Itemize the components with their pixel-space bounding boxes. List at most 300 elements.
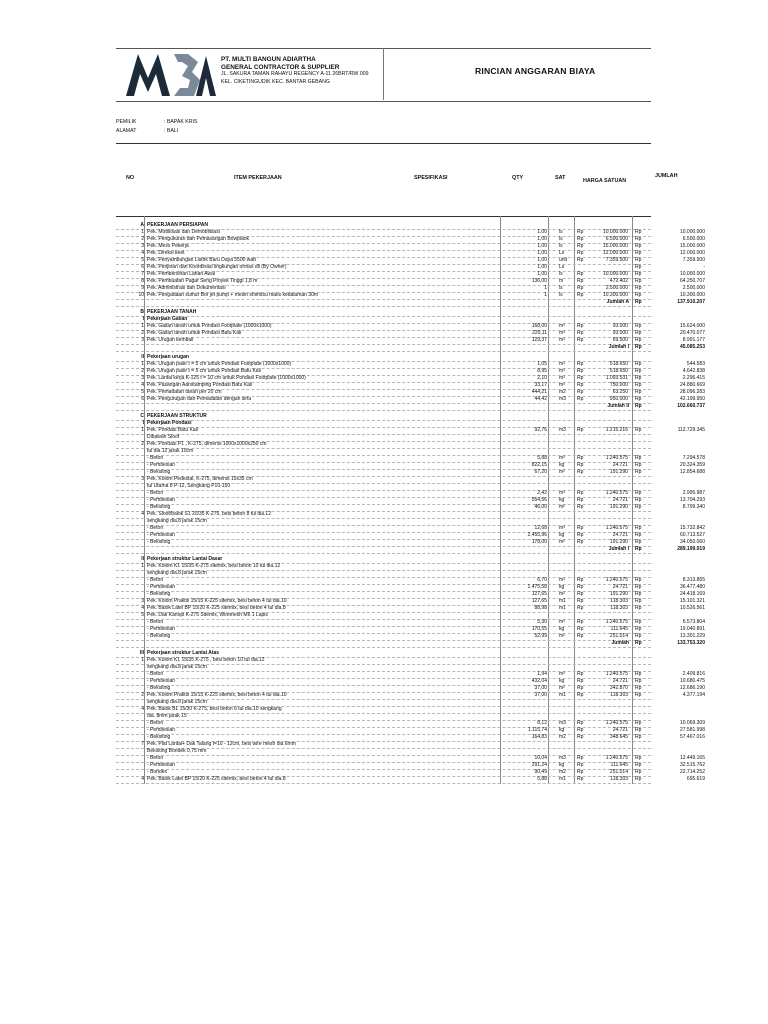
unit: m2 — [559, 734, 566, 740]
line-total: - — [703, 264, 705, 270]
unit-price: 518.650 — [609, 361, 628, 367]
unit-price: 1.240.575 — [605, 577, 628, 583]
row-number: 1 — [141, 323, 144, 329]
item-description: - Pembesian — [147, 584, 176, 590]
item-description: Pek. Direksi keet — [147, 250, 185, 256]
item-description: Bekisting Bondek 0,75 mm — [147, 748, 207, 754]
unit: m² — [559, 539, 565, 545]
currency-label: Rp — [635, 344, 642, 350]
unit-price: 1.240.575 — [605, 720, 628, 726]
currency-label: Rp — [635, 361, 642, 367]
quantity: 1,00 — [537, 250, 547, 256]
row-number: 2 — [141, 441, 144, 447]
document-title: RINCIAN ANGGARAN BIAYA — [475, 66, 596, 76]
currency-label: Rp — [635, 382, 642, 388]
item-description: Pek. Pondasi P1 , K-275, dimensi 1000x1000x250 cm — [147, 441, 267, 447]
currency-label: Rp — [577, 598, 584, 604]
header-no: NO — [126, 175, 135, 181]
item-description: Pek. Galian tanah untuk Pondasi Batu Kali — [147, 330, 242, 336]
quantity: 2,10 — [537, 375, 547, 381]
unit: m³ — [559, 455, 565, 461]
currency-label: Rp — [635, 633, 642, 639]
unit: m³ — [559, 619, 565, 625]
currency-label: Rp — [577, 591, 584, 597]
subtotal-row — [116, 640, 705, 648]
unit: m1 — [559, 598, 566, 604]
quantity: 2.455,96 — [527, 532, 547, 538]
currency-label: Rp — [577, 229, 584, 235]
currency-label: Rp — [577, 389, 584, 395]
currency-label: Rp — [635, 427, 642, 433]
row-number: 5 — [141, 257, 144, 263]
unit-price: 6.500.000 — [605, 236, 628, 242]
subtotal-label: Jumlah A — [606, 299, 629, 305]
unit: kg — [559, 626, 565, 632]
unit-price: 191.290 — [609, 591, 628, 597]
unit: m — [559, 278, 564, 284]
unit: m³ — [559, 368, 565, 374]
unit-price: 63.250 — [612, 389, 628, 395]
item-description: - Pembesian — [147, 462, 176, 468]
item-description: Pek. Balok Latei BP 15/20 K-225 sitemix, besi beton 4 tul dia.8 — [147, 605, 286, 611]
unit-price: 1.215.216 — [605, 427, 628, 433]
unit: kg — [559, 497, 565, 503]
item-description: - Beton — [147, 525, 164, 531]
unit: m³ — [559, 375, 565, 381]
currency-label: Rp — [635, 727, 642, 733]
item-description: Pek. Kolom K1 15/35 K-275 sitemix, besi beton 10 tul dia.12 — [147, 563, 281, 569]
line-total: 4.377.194 — [682, 692, 705, 698]
unit: m² — [559, 685, 565, 691]
item-description: - Bekisting — [147, 591, 171, 597]
unit-price: 1.093.531 — [605, 375, 628, 381]
item-description: - Beton — [147, 755, 164, 761]
currency-label: Rp — [577, 361, 584, 367]
item-description: Pek. Pemadatan tanah per 20 cm — [147, 389, 222, 395]
row-number: B — [140, 309, 144, 315]
currency-label: Rp — [635, 584, 642, 590]
header-item: ITEM PEKERJAAN — [234, 175, 282, 181]
unit-price: 24.721 — [612, 497, 628, 503]
header-total: JUMLAH — [655, 173, 678, 179]
owner-label: PEMILIK — [116, 119, 137, 125]
quantity: 1 — [544, 285, 547, 291]
unit: kg — [559, 462, 565, 468]
subtotal-row — [116, 344, 705, 352]
unit-price: 251.014 — [609, 633, 628, 639]
currency-label: Rp — [635, 469, 642, 475]
currency-label: Rp — [577, 584, 584, 590]
unit-price: 111.645 — [610, 762, 628, 768]
row-number: 4 — [141, 250, 144, 256]
quantity: 444,21 — [531, 389, 547, 395]
quantity: 164,83 — [531, 734, 547, 740]
line-total: 15.732.842 — [679, 525, 705, 531]
currency-label: Rp — [635, 285, 642, 291]
unit-price: 750.000 — [609, 382, 628, 388]
unit: m1 — [559, 692, 566, 698]
currency-label: Rp — [635, 577, 642, 583]
quantity: 5,88 — [537, 776, 547, 782]
unit-price: 1.240.575 — [605, 755, 628, 761]
item-description: Pek. Mobilisasi dan Demobilisasi — [147, 229, 220, 235]
row-number: 2 — [141, 692, 144, 698]
unit-price: 24.721 — [612, 462, 628, 468]
row-number: 1 — [141, 563, 144, 569]
unit-price: 1.240.575 — [605, 671, 628, 677]
item-description: - Pembesian — [147, 626, 176, 632]
currency-label: Rp — [635, 264, 642, 270]
line-total: 7.294.578 — [682, 455, 705, 461]
currency-label: Rp — [577, 271, 584, 277]
row-number: 1 — [141, 361, 144, 367]
currency-label: Rp — [635, 337, 642, 343]
item-description: - Bekisting — [147, 685, 171, 691]
item-description: Pekerjaan struktur Lantai Atas — [147, 650, 220, 656]
unit-price: 24.721 — [612, 532, 628, 538]
currency-label: Rp — [577, 285, 584, 291]
currency-label: Rp — [577, 605, 584, 611]
unit: m² — [559, 633, 565, 639]
unit-price: 118.303 — [610, 598, 628, 604]
header-sat: SAT — [555, 175, 566, 181]
currency-label: Rp — [577, 720, 584, 726]
unit-price: 950.000 — [609, 396, 628, 402]
currency-label: Rp — [635, 546, 642, 552]
quantity: 1,00 — [537, 257, 547, 263]
currency-label: Rp — [635, 776, 642, 782]
currency-label: Rp — [577, 236, 584, 242]
quantity: 5,30 — [537, 619, 547, 625]
line-total: 12.449.165 — [679, 755, 705, 761]
line-total: 34.050.060 — [679, 539, 705, 545]
line-total: 64.250.707 — [679, 278, 705, 284]
row-number: 9 — [141, 285, 144, 291]
currency-label: Rp — [577, 734, 584, 740]
unit: kg — [559, 532, 565, 538]
currency-label: Rp — [577, 776, 584, 782]
item-description: Pek. Pengukuran dan Pemasangan Bowplank — [147, 236, 250, 242]
currency-label: Rp — [635, 243, 642, 249]
row-number: 4 — [141, 776, 144, 782]
row-number: 2 — [141, 236, 144, 242]
line-total: 4.642.838 — [682, 368, 705, 374]
quantity: 170,55 — [531, 626, 547, 632]
item-description: Pek. Urugan pasir t = 5 cm untuk Pondasi Footplate (1000x1000) — [147, 361, 292, 367]
company-logo-icon — [124, 48, 216, 98]
unit-price: 518.650 — [609, 368, 628, 374]
item-description: - Beton — [147, 455, 164, 461]
line-total: 12.000.000 — [679, 250, 705, 256]
quantity: 1.115,74 — [527, 727, 547, 733]
quantity: 6,70 — [537, 577, 547, 583]
quantity: 136,00 — [531, 278, 547, 284]
quantity: 220,11 — [532, 330, 547, 336]
line-total: 10.000.000 — [679, 229, 705, 235]
unit: m3 — [559, 427, 566, 433]
currency-label: Rp — [635, 640, 642, 646]
item-description: - Bondex — [147, 769, 168, 775]
line-total: 6.573.804 — [682, 619, 705, 625]
quantity: 1,00 — [537, 243, 547, 249]
line-total: 8.313.865 — [682, 577, 705, 583]
item-description: - Bekisting — [147, 633, 171, 639]
unit-price: 118.303 — [610, 605, 628, 611]
unit: kg — [559, 678, 565, 684]
row-number: 1 — [141, 427, 144, 433]
row-number: 5 — [141, 612, 144, 618]
line-total: 32.515.762 — [679, 762, 705, 768]
line-total: 544.583 — [686, 361, 705, 367]
item-description: - Pembesian — [147, 678, 176, 684]
line-total: 20.324.359 — [679, 462, 705, 468]
unit-price: 69.500 — [612, 337, 628, 343]
line-total: 8.799.340 — [682, 504, 705, 510]
currency-label: Rp — [635, 278, 642, 284]
currency-label: Rp — [577, 504, 584, 510]
currency-label: Rp — [577, 678, 584, 684]
unit: m² — [559, 469, 565, 475]
item-description: PEKERJAAN TANAH — [147, 309, 197, 315]
row-number: I — [142, 316, 144, 322]
row-number: 5 — [141, 389, 144, 395]
unit: m³ — [559, 361, 565, 367]
item-description: Pek. Galian tanah untuk Pondasi Footplate (1000x1000) — [147, 323, 272, 329]
item-description: Pek. Sloof/balok S1 20/35 K-275, besi beton 8 tul dia.12 — [147, 511, 271, 517]
item-description: - Pembesian — [147, 497, 176, 503]
company-tagline: GENERAL CONTRACTOR & SUPPLIER — [221, 63, 340, 71]
line-total: 19.040.891 — [679, 626, 705, 632]
item-description: - Pembesian — [147, 532, 176, 538]
item-description: Pek. Pembersihan Lahan Awal — [147, 271, 216, 277]
row-number: 10 — [138, 292, 144, 298]
quantity: 554,56 — [531, 497, 547, 503]
unit: m³ — [559, 382, 565, 388]
line-total: 10.000.000 — [679, 271, 705, 277]
currency-label: Rp — [577, 619, 584, 625]
unit-price: 118.303 — [610, 776, 628, 782]
item-description: Pek. Kolom Praktis 15/15 K-225 sitemix, besi beton 4 tul dia.10 — [147, 692, 287, 698]
unit: ls — [559, 229, 563, 235]
item-description: Pek. Urugan pasir t = 5 cm untuk Pondasi Batu Kali — [147, 368, 261, 374]
unit-price: 118.303 — [610, 692, 628, 698]
quantity: 44,42 — [534, 396, 547, 402]
line-total: 112.729.345 — [677, 427, 705, 433]
currency-label: Rp — [635, 375, 642, 381]
currency-label: Rp — [577, 278, 584, 284]
currency-label: Rp — [635, 591, 642, 597]
line-total: 8.991.177 — [682, 337, 705, 343]
quantity: 432,04 — [531, 678, 547, 684]
row-number: 3 — [141, 337, 144, 343]
line-total: 24.418.169 — [679, 591, 705, 597]
quantity: 1,00 — [537, 264, 547, 270]
row-number: 1 — [141, 657, 144, 663]
quantity: 67,20 — [534, 469, 547, 475]
currency-label: Rp — [577, 323, 584, 329]
header-qty: QTY — [512, 175, 524, 181]
item-description: - Bekisting — [147, 469, 171, 475]
line-total: 695.619 — [686, 776, 705, 782]
currency-label: Rp — [577, 396, 584, 402]
line-total: 133.753.320 — [677, 640, 705, 646]
row-number: C — [140, 413, 144, 419]
unit: m² — [559, 591, 565, 597]
company-name: PT. MULTI BANGUN ADIARTHA — [221, 56, 316, 63]
unit: m3 — [559, 720, 566, 726]
item-description: - Pembesian — [147, 762, 176, 768]
currency-label: Rp — [635, 598, 642, 604]
currency-label: Rp — [635, 229, 642, 235]
unit: m³ — [559, 330, 565, 336]
quantity: 88,98 — [534, 605, 547, 611]
line-total: 102.660.737 — [677, 403, 705, 409]
item-description: sengkang dia.8 jarak 15cm — [147, 570, 207, 576]
currency-label: Rp — [577, 539, 584, 545]
subtotal-label: Jumlah I — [608, 546, 629, 552]
item-description: - Beton — [147, 490, 164, 496]
unit-price: 111.645 — [610, 626, 628, 632]
item-description: Pek. Perijinan dan Koordinasi lingkungan ormas dll (By Owner) — [147, 264, 287, 270]
line-total: 24.880.669 — [679, 382, 705, 388]
currency-label: Rp — [635, 292, 642, 298]
currency-label: Rp — [577, 532, 584, 538]
unit-price: 348.645 — [609, 734, 628, 740]
currency-label: Rp — [577, 577, 584, 583]
unit: Ls — [559, 264, 565, 270]
currency-label: Rp — [577, 330, 584, 336]
quantity: 8,12 — [537, 720, 547, 726]
line-total: 137.910.207 — [677, 299, 705, 305]
line-total: 10.680.475 — [679, 678, 705, 684]
unit: ls — [559, 285, 563, 291]
currency-label: Rp — [577, 455, 584, 461]
row-number: 6 — [141, 264, 144, 270]
unit-price: 10.300.000 — [602, 292, 628, 298]
letterhead-divider — [383, 48, 384, 100]
item-description: - Beton — [147, 720, 164, 726]
item-description: Pek. Balok BL 15/30 K-275, besi beton 6 tul dia.10 sengkang — [147, 706, 282, 712]
unit: Ls — [559, 250, 565, 256]
currency-label: Rp — [577, 727, 584, 733]
quantity: 1.475,58 — [527, 584, 547, 590]
quantity: 5,88 — [537, 455, 547, 461]
currency-label: Rp — [635, 755, 642, 761]
item-description: Pek. Kolom Praktis 15/15 K-225 sitemix, besi beton 4 tul dia.10 — [147, 598, 287, 604]
item-description: sengkang dia.8 jarak 15cm — [147, 518, 207, 524]
currency-label: Rp — [635, 403, 642, 409]
unit-price: 1.240.575 — [605, 619, 628, 625]
row-number: 1 — [141, 229, 144, 235]
currency-label: Rp — [577, 762, 584, 768]
currency-label: Rp — [635, 678, 642, 684]
line-total: 57.467.016 — [679, 734, 705, 740]
unit-price: 12.000.000 — [602, 250, 628, 256]
currency-label: Rp — [635, 671, 642, 677]
item-description: - Bekisting — [147, 539, 171, 545]
currency-label: Rp — [635, 626, 642, 632]
line-total: 2.409.816 — [682, 671, 705, 677]
line-total: 10.526.561 — [679, 605, 705, 611]
unit: ls — [559, 292, 563, 298]
address-label: ALAMAT — [116, 128, 137, 134]
currency-label: Rp — [577, 243, 584, 249]
currency-label: Rp — [577, 769, 584, 775]
currency-label: Rp — [635, 389, 642, 395]
unit: unit — [559, 257, 568, 263]
row-number: 8 — [141, 278, 144, 284]
item-description: PEKERJAAN PERSIAPAN — [147, 222, 209, 228]
subtotal-row — [116, 403, 705, 411]
currency-label: Rp — [577, 368, 584, 374]
line-total: 13.301.229 — [679, 633, 705, 639]
item-description: Pekerjaan struktur Lantai Dasar — [147, 556, 223, 562]
quantity: 37,00 — [534, 692, 547, 698]
currency-label: Rp — [635, 692, 642, 698]
currency-label: Rp — [577, 626, 584, 632]
line-total: 289.199.019 — [677, 546, 705, 552]
item-description: - Beton — [147, 619, 164, 625]
line-total: 6.500.000 — [682, 236, 705, 242]
quantity: 822,15 — [531, 462, 547, 468]
unit: m3 — [559, 396, 566, 402]
unit-price: 93.000 — [612, 323, 628, 329]
unit: kg — [559, 727, 565, 733]
item-description: Pek. Pembuatan Pagar Seng Proyek Tinggi 1,8 m — [147, 278, 258, 284]
line-total: 12.686.190 — [679, 685, 705, 691]
unit-price: 1.240.575 — [605, 525, 628, 531]
quantity: 1,00 — [537, 271, 547, 277]
line-total: 7.359.500 — [682, 257, 705, 263]
item-description: - Beton — [147, 671, 164, 677]
currency-label: Rp — [635, 769, 642, 775]
row-number: 3 — [141, 598, 144, 604]
line-total: 15.101.321 — [679, 598, 705, 604]
currency-label: Rp — [577, 427, 584, 433]
row-number: 7 — [141, 271, 144, 277]
item-description: sengkang dia.8 jarak 15cm — [147, 664, 207, 670]
currency-label: Rp — [635, 271, 642, 277]
line-total: 45.085.253 — [679, 344, 705, 350]
quantity: 2,42 — [537, 490, 547, 496]
quantity: 127,65 — [531, 591, 547, 597]
row-number: I — [142, 420, 144, 426]
unit: m³ — [559, 337, 565, 343]
header-price: HARGA SATUAN — [583, 178, 627, 184]
item-description: tul Utama 8 P-12, Sengkang P10-150 — [147, 483, 231, 489]
unit: kg — [559, 762, 565, 768]
unit: kg — [559, 584, 565, 590]
quantity: 1,05 — [537, 361, 547, 367]
line-total: 15.000.000 — [679, 243, 705, 249]
row-number: 4 — [141, 605, 144, 611]
unit-price: 191.290 — [609, 469, 628, 475]
line-total: 13.704.293 — [679, 497, 705, 503]
currency-label: Rp — [635, 490, 642, 496]
currency-label: Rp — [635, 605, 642, 611]
quantity: 46,00 — [534, 504, 547, 510]
unit: m³ — [559, 490, 565, 496]
item-description: dia. 8mm jarak 15 — [147, 713, 187, 719]
currency-label: Rp — [577, 462, 584, 468]
item-description: - Pembesian — [147, 727, 176, 733]
currency-label: Rp — [635, 762, 642, 768]
unit: m3 — [559, 755, 566, 761]
currency-label: Rp — [577, 257, 584, 263]
currency-label: Rp — [635, 619, 642, 625]
item-description: Pek. Kolom Pedestal, K-275, dimensi 15x35 cm — [147, 476, 253, 482]
currency-label: Rp — [635, 236, 642, 242]
